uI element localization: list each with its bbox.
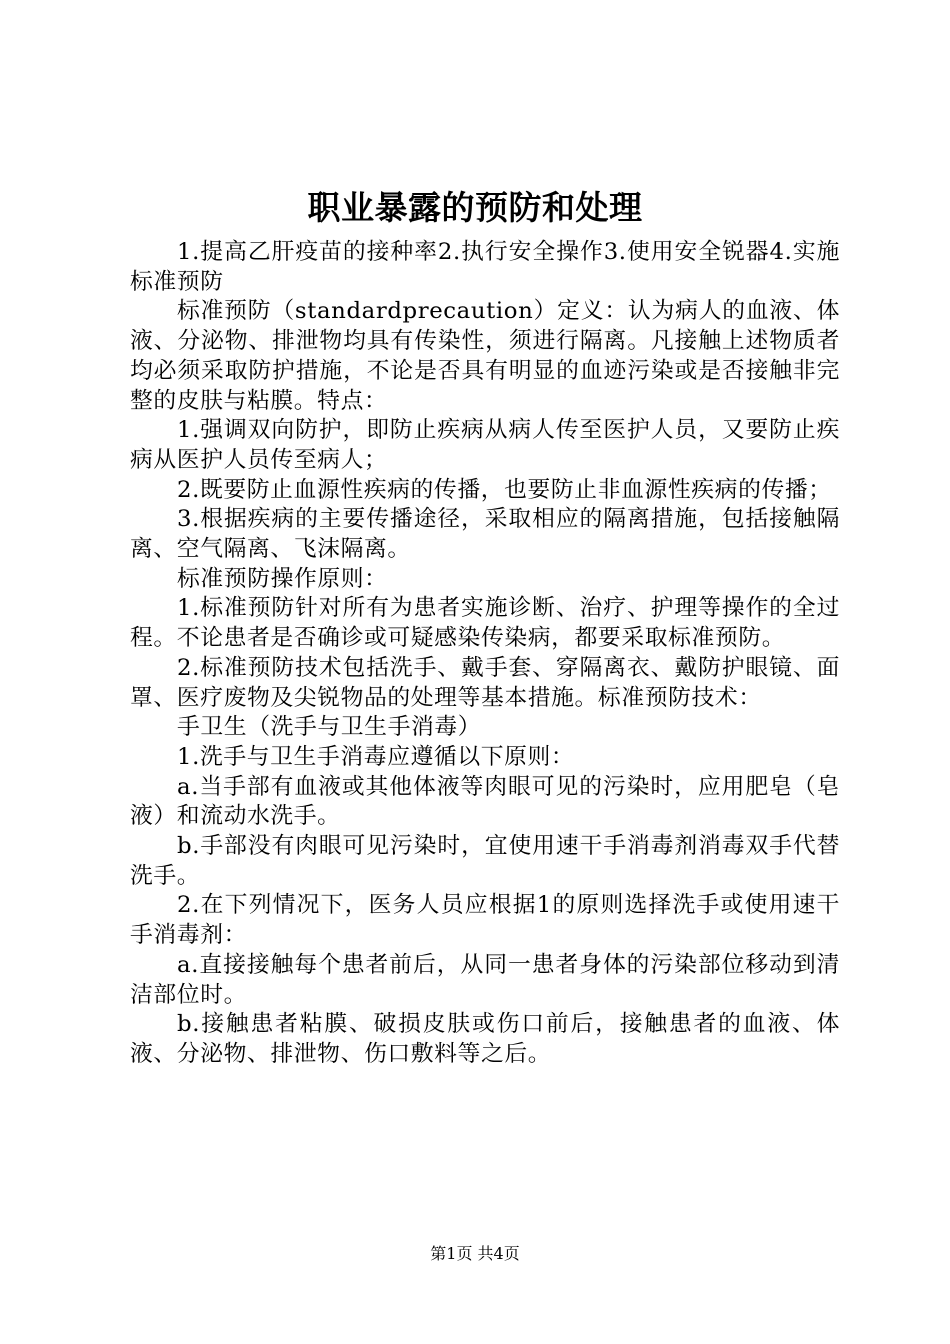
paragraph-hand-hygiene-rule-1a: a.当手部有血液或其他体液等肉眼可见的污染时，应用肥皂（皂液）和流动水洗手。 [130,773,840,830]
document-title: 职业暴露的预防和处理 [307,188,643,227]
paragraph-hand-hygiene-rule-2b: b.接触患者粘膜、破损皮肤或伤口前后，接触患者的血液、体液、分泌物、排泄物、伤口敷料等之后。 [130,1011,840,1067]
paragraph-hand-hygiene-rule-1b: b.手部没有肉眼可见污染时，宜使用速干手消毒剂消毒双手代替洗手。 [130,833,840,889]
section-heading-hand-hygiene: 手卫生（洗手与卫生手消毒） [177,714,482,741]
paragraph-standard-precaution-definition: 标准预防（standardprecaution）定义：认为病人的血液、体液、分泌物、排泄物均具有传染性，须进行隔离。凡接触上述物质者均必须采取防护措施，不论是否具有明显的血迹污染或是否接触非完整的皮肤与粘膜。特点： [130,298,840,414]
paragraph-hand-hygiene-rule-2: 2.在下列情况下，医务人员应根据1的原则选择洗手或使用速干手消毒剂： [130,892,840,949]
section-heading-operation-principles: 标准预防操作原则： [177,565,388,592]
paragraph-principle-2: 2.标准预防技术包括洗手、戴手套、穿隔离衣、戴防护眼镜、面罩、医疗废物及尖锐物品的处理等基本措施。标准预防技术： [130,654,840,711]
paragraph-hand-hygiene-rule-1: 1.洗手与卫生手消毒应遵循以下原则： [177,743,575,770]
page-footer: 第1页 共4页 [430,1244,520,1263]
paragraph-hand-hygiene-rule-2a: a.直接接触每个患者前后，从同一患者身体的污染部位移动到清洁部位时。 [130,951,840,1008]
paragraph-feature-3: 3.根据疾病的主要传播途径，采取相应的隔离措施，包括接触隔离、空气隔离、飞沫隔离。 [130,506,840,563]
paragraph-principle-1: 1.标准预防针对所有为患者实施诊断、治疗、护理等操作的全过程。不论患者是否确诊或可疑感染传染病，都要采取标准预防。 [130,595,840,652]
document-body [130,238,840,1070]
paragraph-feature-2: 2.既要防止血源性疾病的传播，也要防止非血源性疾病的传播； [177,476,832,503]
paragraph-prevention-measures: 1.提高乙肝疫苗的接种率2.执行安全操作3.使用安全锐器4.实施标准预防 [130,239,840,295]
paragraph-feature-1: 1.强调双向防护，即防止疾病从病人传至医护人员，又要防止疾病从医护人员传至病人； [130,417,840,473]
